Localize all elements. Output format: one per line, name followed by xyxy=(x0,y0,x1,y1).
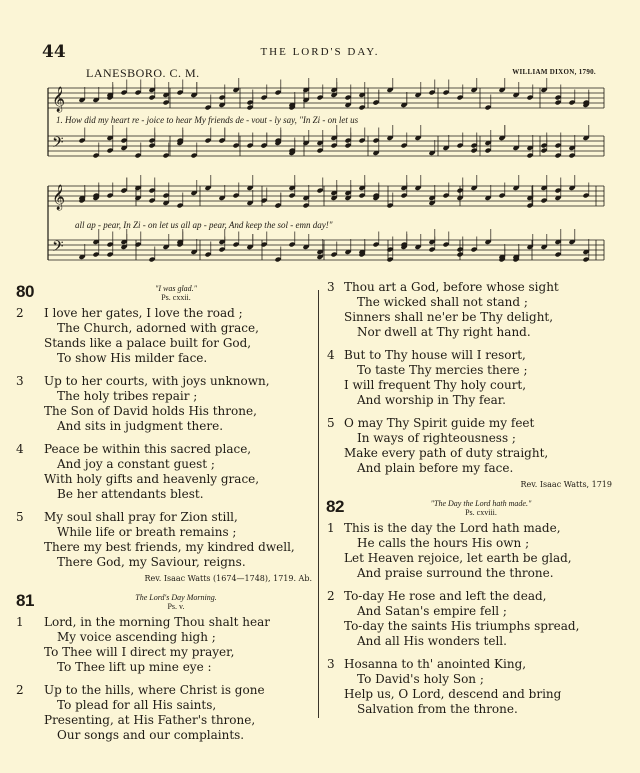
verse-number: 3 xyxy=(16,374,24,388)
verse-number: 5 xyxy=(16,510,24,524)
hymn-attribution: Rev. Isaac Watts, 1719 xyxy=(520,480,612,489)
hymn-scripture-ref: Ps. cxviii. xyxy=(465,508,497,517)
verse-line: To taste Thy mercies there ; xyxy=(357,363,528,377)
svg-text:𝄞: 𝄞 xyxy=(52,87,66,112)
page-number: 44 xyxy=(42,42,66,62)
verse-line: To Thee will I direct my prayer, xyxy=(44,645,235,659)
verse-line: Lord, in the morning Thou shalt hear xyxy=(44,615,270,629)
hymn-81-continued-body xyxy=(326,280,616,476)
verse-line: And sits in judgment there. xyxy=(57,419,224,433)
verse-line: Peace be within this sacred place, xyxy=(44,442,252,456)
verse-line: I love her gates, I love the road ; xyxy=(44,306,243,320)
verse-line: Make every path of duty straight, xyxy=(344,446,549,460)
verse-line: Sinners shall ne'er be Thy delight, xyxy=(344,310,554,324)
verse-number: 3 xyxy=(327,657,335,671)
verse-line: The Church, adorned with grace, xyxy=(57,321,259,335)
verse-number: 2 xyxy=(327,589,335,603)
hymn-attribution: Rev. Isaac Watts (1674—1748), 1719. Ab. xyxy=(144,574,312,583)
verse-line: But to Thy house will I resort, xyxy=(344,348,526,362)
verse-number: 1 xyxy=(327,521,335,535)
verse-line: To plead for all His saints, xyxy=(57,698,217,712)
verse-number: 2 xyxy=(16,683,24,697)
verse-line: Our songs and our complaints. xyxy=(57,728,245,742)
verse-line: Stands like a palace built for God, xyxy=(44,336,252,350)
verse-line: Salvation from the throne. xyxy=(357,702,518,716)
verse-line: Nor dwell at Thy right hand. xyxy=(357,325,531,339)
verse-line: Hosanna to th' anointed King, xyxy=(344,657,527,671)
verse-line: To-day He rose and left the dead, xyxy=(344,589,547,603)
hymn-scripture-ref: Ps. v. xyxy=(167,602,185,611)
verse-line: Thou art a God, before whose sight xyxy=(344,280,559,294)
music-lyric-line-2: all ap - pear, In Zi - on let us all ap - pear, And keep the sol - emn day!" xyxy=(75,220,333,230)
verse-line: The holy tribes repair ; xyxy=(57,389,198,403)
composer-credit: WILLIAM DIXON, 1790. xyxy=(512,68,596,76)
right-column xyxy=(326,280,616,725)
verse-line: And all His wonders tell. xyxy=(357,634,507,648)
verse-line: And joy a constant guest ; xyxy=(57,457,215,471)
verse-line: There God, my Saviour, reigns. xyxy=(57,555,246,569)
verse-line: The Son of David holds His throne, xyxy=(44,404,257,418)
verse-line: Up to the hills, where Christ is gone xyxy=(44,683,265,697)
verse-line: And plain before my face. xyxy=(357,461,514,475)
verse-line: To David's holy Son ; xyxy=(357,672,484,686)
stanza xyxy=(16,306,316,366)
verse-line: To show His milder face. xyxy=(57,351,208,365)
hymn-80-heading xyxy=(16,280,316,306)
verse-line: The wicked shall not stand ; xyxy=(357,295,528,309)
verse-line: My soul shall pray for Zion still, xyxy=(44,510,238,524)
verse-number: 5 xyxy=(327,416,335,430)
hymn-number: 81 xyxy=(16,591,34,610)
column-divider xyxy=(318,290,319,718)
hymn-number: 82 xyxy=(326,497,344,516)
stanza xyxy=(16,615,316,675)
verse-line: Help us, O Lord, descend and bring xyxy=(344,687,562,701)
verse-line: My voice ascending high ; xyxy=(57,630,216,644)
stanza xyxy=(16,683,316,743)
hymn-title: "The Day the Lord hath made." xyxy=(430,499,532,508)
hymn-title: The Lord's Day Morning. xyxy=(135,593,217,602)
tune-name: LANESBORO. C. M. xyxy=(86,66,200,80)
stanza xyxy=(326,416,616,476)
hymn-82-body xyxy=(326,521,616,717)
stanza xyxy=(326,521,616,581)
stanza xyxy=(16,374,316,434)
hymn-82-heading xyxy=(326,495,616,521)
stanza xyxy=(326,280,616,340)
svg-text:𝄞: 𝄞 xyxy=(52,185,66,210)
stanza xyxy=(326,348,616,408)
left-column xyxy=(16,280,316,751)
verse-line: With holy gifts and heavenly grace, xyxy=(44,472,260,486)
hymn-80-body xyxy=(16,306,316,570)
verse-line: He calls the hours His own ; xyxy=(357,536,530,550)
verse-number: 4 xyxy=(327,348,335,362)
hymn-81-body xyxy=(16,615,316,743)
music-score xyxy=(40,78,610,278)
verse-line: Up to her courts, with joys unknown, xyxy=(44,374,270,388)
verse-line: And worship in Thy fear. xyxy=(357,393,506,407)
verse-line: To-day the saints His triumphs spread, xyxy=(344,619,580,633)
verse-line: And Satan's empire fell ; xyxy=(357,604,507,618)
verse-line: I will frequent Thy holy court, xyxy=(344,378,527,392)
stanza xyxy=(16,442,316,502)
verse-line: This is the day the Lord hath made, xyxy=(344,521,561,535)
hymn-scripture-ref: Ps. cxxii. xyxy=(161,293,191,302)
verse-number: 3 xyxy=(327,280,335,294)
verse-line: Be her attendants blest. xyxy=(57,487,204,501)
stanza xyxy=(326,589,616,649)
svg-text:𝄢: 𝄢 xyxy=(52,238,64,259)
verse-line: And praise surround the throne. xyxy=(357,566,554,580)
stanza xyxy=(16,510,316,570)
hymn-81-heading xyxy=(16,589,316,615)
verse-number: 1 xyxy=(16,615,24,629)
verse-line: To Thee lift up mine eye : xyxy=(57,660,212,674)
verse-line: While life or breath remains ; xyxy=(57,525,237,539)
running-head: THE LORD'S DAY. xyxy=(260,46,380,58)
hymn-title: "I was glad." xyxy=(154,284,198,293)
verse-line: O may Thy Spirit guide my feet xyxy=(344,416,535,430)
verse-line: There my best friends, my kindred dwell, xyxy=(44,540,295,554)
verse-number: 2 xyxy=(16,306,24,320)
svg-text:𝄢: 𝄢 xyxy=(52,134,64,155)
verse-line: Let Heaven rejoice, let earth be glad, xyxy=(344,551,572,565)
music-lyric-line-1: 1. How did my heart re - joice to hear My friends de - vout - ly say, "In Zi - on let us xyxy=(56,115,359,125)
hymn-number: 80 xyxy=(16,282,34,301)
verse-line: In ways of righteousness ; xyxy=(357,431,516,445)
verse-number: 4 xyxy=(16,442,24,456)
stanza xyxy=(326,657,616,717)
verse-line: Presenting, at His Father's throne, xyxy=(44,713,256,727)
